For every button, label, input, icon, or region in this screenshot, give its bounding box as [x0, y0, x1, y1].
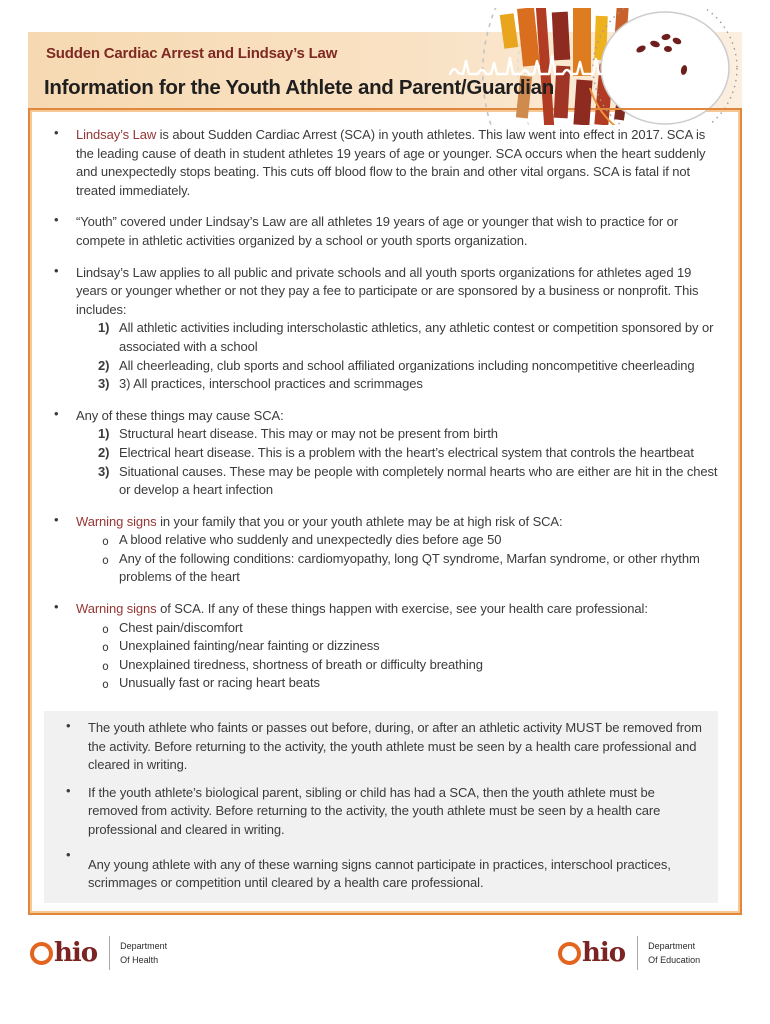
- body-text: is about Sudden Cardiac Arrest (SCA) in youth athletes. This law went into effect in 2017. SCA is the leading cause of death in student athletes 19 years of age or younger. SCA occurs when the heart suddenly and unexpectedly stops beating. This cuts off blood flow to the brain and other vital organs. SCA is fatal if not treated immediately.: [76, 127, 706, 198]
- ohio-wordmark: [30, 940, 97, 966]
- bullet-text: “Youth” covered under Lindsay’s Law are all athletes 19 years of age or younger that wish to practice for or compete in athletic activities organized by a school or youth sports organization.: [76, 214, 678, 248]
- bullet-text: Any young athlete with any of these warning signs cannot participate in practices, interschool practices, scrimmages or competition until cleared by a health care professional.: [88, 856, 671, 891]
- heartbeat-artwork: [440, 8, 770, 125]
- circle-item: [76, 531, 724, 550]
- item-text: All cheerleading, club sports and school affiliated organizations including noncompetitive cheerleading: [119, 357, 695, 373]
- bullet-text: The youth athlete who faints or passes out before, during, or after an athletic activity MUST be removed from the activity. Before returning to the activity, the youth athlete must be seen by a health care professional and cleared in writing.: [88, 720, 702, 773]
- lead-red-text: Warning signs: [76, 513, 161, 529]
- bullet-lindsays-law: [42, 126, 724, 200]
- body-text: in your family that you or your youth athlete may be at high risk of SCA:: [160, 513, 563, 529]
- bullet-dot-icon: •: [66, 718, 71, 734]
- bullet-family-history-removed: [54, 784, 706, 840]
- ohio-o-ring-icon: [558, 942, 581, 965]
- number-marker: 1): [98, 320, 110, 336]
- item-text: Unexplained fainting/near fainting or dizziness: [119, 638, 380, 654]
- number-marker: 2): [98, 444, 110, 460]
- numbered-item: [76, 375, 724, 394]
- bullet-warning-exercise: [42, 600, 724, 693]
- bullet-faints-removed: [54, 719, 706, 775]
- number-marker: 3): [98, 463, 110, 479]
- numbered-item: [76, 357, 724, 376]
- ohio-wordmark: [558, 940, 625, 966]
- item-text: A blood relative who suddenly and unexpectedly dies before age 50: [119, 532, 502, 548]
- removal-rules-panel: [44, 711, 718, 903]
- circle-item: [76, 674, 724, 693]
- item-text: Situational causes. These may be people with completely normal hearts who are either are hit in the chest or develop a heart infection: [119, 463, 718, 498]
- item-text: Unusually fast or racing heart beats: [119, 675, 320, 691]
- bullet-dot-icon: •: [54, 125, 59, 140]
- department-line1: Department: [648, 940, 696, 951]
- ohio-department-of-education-logo: [558, 936, 700, 970]
- item-text: Structural heart disease. This may or may not be present from birth: [119, 426, 498, 442]
- circle-marker: o: [102, 621, 109, 636]
- department-line2: Of Health: [120, 955, 159, 965]
- ohio-o-ring-icon: [30, 942, 53, 965]
- number-marker: 1): [98, 426, 110, 442]
- numbered-item: [76, 425, 724, 444]
- body-text: of SCA. If any of these things happen with exercise, see your health care professional:: [160, 601, 648, 617]
- circle-marker: o: [102, 640, 109, 655]
- numbered-item: [76, 319, 724, 356]
- department-label: [120, 939, 167, 968]
- circle-item: [76, 550, 724, 587]
- item-text: Electrical heart disease. This is a problem with the heart’s electrical system that controls the heartbeat: [119, 444, 694, 460]
- bullet-text: [76, 513, 724, 532]
- bullet-warning-family: [42, 513, 724, 587]
- bullet-dot-icon: •: [66, 846, 71, 862]
- circle-item: [76, 637, 724, 656]
- document-subtitle: Sudden Cardiac Arrest and Lindsay’s Law: [46, 45, 338, 62]
- bullet-dot-icon: •: [54, 262, 59, 278]
- ohio-wordmark-text: hio: [54, 938, 98, 968]
- circle-marker: o: [102, 534, 109, 549]
- numbered-item: [76, 463, 724, 500]
- item-text: 3) All practices, interschool practices and scrimmages: [119, 376, 423, 392]
- bullet-dot-icon: •: [54, 599, 59, 615]
- item-text: Any of the following conditions: cardiomyopathy, long QT syndrome, Marfan syndrome, or other rhythm problems of the heart: [119, 550, 700, 585]
- ohio-department-of-health-logo: [30, 936, 167, 970]
- numbered-item: [76, 444, 724, 463]
- dashed-arc-icon: [483, 8, 500, 125]
- number-marker: 2): [98, 357, 110, 373]
- department-label: [648, 939, 700, 968]
- bullet-sca-causes: [42, 407, 724, 500]
- bullet-text: [76, 126, 724, 200]
- bullet-dot-icon: •: [54, 405, 59, 421]
- ohio-wordmark-text: hio: [582, 938, 626, 968]
- bullet-dot-icon: •: [54, 511, 59, 527]
- circle-marker: o: [102, 658, 109, 673]
- lead-red-text: Lindsay’s Law: [76, 127, 160, 142]
- bullet-text: If the youth athlete’s biological parent, sibling or child has had a SCA, then the youth athlete must be removed from activity. Before returning to the activity, the youth athlete must be seen by a health care professional and cleared in writing.: [88, 784, 661, 837]
- circle-item: [76, 619, 724, 638]
- bullet-text: [76, 600, 724, 619]
- cell-circle-icon: [601, 12, 729, 124]
- circle-marker: o: [102, 552, 109, 567]
- logo-divider: [109, 936, 110, 970]
- item-text: All athletic activities including interscholastic athletics, any athletic contest or competition sponsored by or associated with a school: [119, 320, 714, 354]
- content-box: [28, 108, 742, 915]
- bullet-youth-definition: [42, 213, 724, 250]
- item-text: Chest pain/discomfort: [119, 619, 243, 635]
- item-text: Unexplained tiredness, shortness of breath or difficulty breathing: [119, 656, 483, 672]
- page-title: Information for the Youth Athlete and Parent/Guardian: [44, 76, 554, 99]
- department-line2: Of Education: [648, 955, 701, 965]
- bullet-text: Any of these things may cause SCA:: [76, 407, 284, 423]
- circle-item: [76, 656, 724, 675]
- circle-marker: o: [102, 677, 109, 692]
- bullet-dot-icon: •: [54, 212, 59, 228]
- bullet-cannot-participate: [54, 846, 706, 893]
- lead-red-text: Warning signs: [76, 601, 161, 617]
- bullet-text: Lindsay’s Law applies to all public and private schools and all youth sports organizations for athletes aged 19 years or younger whether or not they pay a fee to participate or are sponsored by a business or nonprofit. This includes:: [76, 264, 699, 317]
- number-marker: 3): [98, 376, 110, 392]
- logo-divider: [637, 936, 638, 970]
- bullet-dot-icon: •: [66, 782, 71, 798]
- bullet-law-applies: [42, 264, 724, 394]
- department-line1: Department: [120, 940, 168, 951]
